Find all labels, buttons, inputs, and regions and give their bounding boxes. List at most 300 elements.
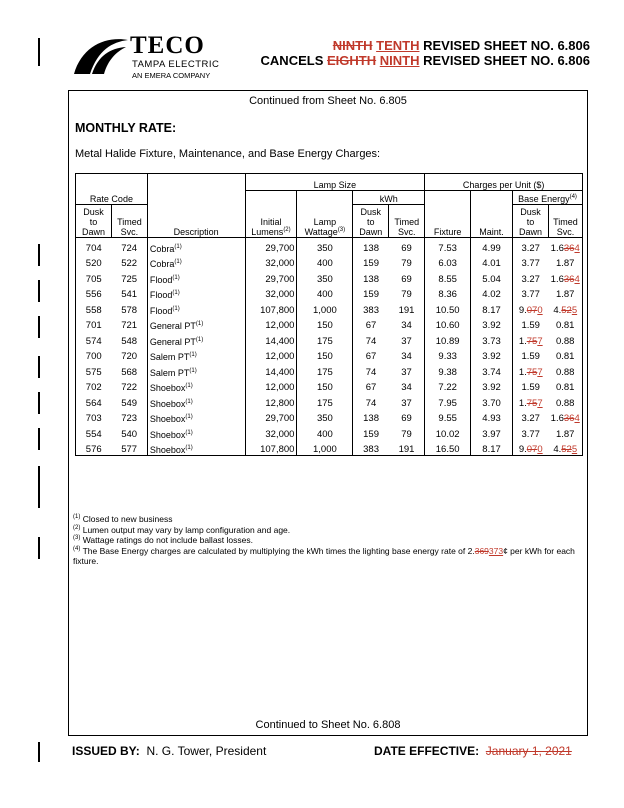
base-energy-timed-cell — [548, 254, 582, 270]
fixture-cell: 7.53 — [425, 238, 471, 254]
issued-by — [72, 744, 266, 758]
deleted-text: 07 — [526, 304, 538, 316]
description-cell — [147, 254, 245, 270]
description-text: Salem PT — [149, 352, 190, 362]
base-energy-timed-cell — [548, 378, 582, 394]
rate-code-dusk: 701 — [76, 316, 112, 332]
section-subtitle: Metal Halide Fixture, Maintenance, and Base Energy Charges: — [75, 148, 381, 160]
rate-code-timed: 522 — [121, 258, 138, 269]
base-energy-timed-cell — [548, 331, 582, 347]
lumens-cell: 29,700 — [245, 269, 297, 285]
lumens-cell: 107,800 — [245, 440, 297, 456]
deleted-text: 07 — [526, 444, 538, 455]
date-effective-value: January 1, 2021 — [485, 744, 572, 758]
description-text: Cobra — [149, 243, 175, 254]
base-energy-dusk-cell — [513, 347, 549, 363]
rate-code-dusk: 703 — [76, 409, 112, 425]
base-energy-dusk-cell — [513, 316, 549, 332]
description-cell — [147, 378, 245, 394]
footnote-ref: (1) — [189, 352, 197, 358]
maint-cell: 3.97 — [471, 424, 513, 440]
kwh-dusk-cell: 383 — [353, 300, 389, 316]
rate-code-timed: 722 — [121, 382, 138, 393]
fixture-cell: 8.36 — [425, 285, 471, 301]
fixture-cell: 9.55 — [425, 409, 471, 425]
rate-code-timed: 724 — [121, 242, 138, 254]
kwh-dusk-cell: 74 — [353, 331, 389, 347]
issued-by-label: ISSUED BY: — [72, 744, 140, 758]
footnote: $^{(3)}$ Wattage ratings do not include ballast losses. — [73, 535, 253, 545]
value-text: 1.6 — [550, 273, 564, 285]
base-energy-dusk-cell — [513, 254, 549, 270]
value-text: 1.59 — [521, 351, 540, 362]
sheet-number-line — [333, 38, 590, 53]
cancels-prefix: CANCELS — [260, 53, 324, 68]
wattage-cell: 1,000 — [297, 440, 353, 456]
inserted-text: 5 — [571, 304, 578, 316]
base-energy-dusk-cell — [513, 285, 549, 301]
description-cell — [147, 409, 245, 425]
kwh-timed-cell: 69 — [401, 413, 412, 424]
revision-bar — [38, 280, 40, 302]
description-cell — [147, 393, 245, 409]
lumens-cell: 12,800 — [245, 393, 297, 409]
wattage-cell: 175 — [297, 331, 353, 347]
lumens-cell: 107,800 — [245, 300, 297, 316]
table-row — [76, 331, 583, 347]
kwh-timed-header: Timed Svc. — [389, 205, 425, 238]
lumens-cell: 14,400 — [245, 331, 297, 347]
fixture-cell: 7.22 — [425, 378, 471, 394]
rate-code-dusk: 558 — [76, 300, 112, 316]
kwh-timed-cell: 191 — [398, 304, 415, 316]
value-text: 0.81 — [555, 351, 575, 362]
revision-bar — [38, 537, 40, 559]
deleted-text: 52 — [561, 444, 572, 455]
value-text: 1.6 — [550, 242, 564, 254]
swoosh-icon — [72, 34, 130, 78]
monthly-rate-heading: MONTHLY RATE: — [75, 121, 177, 135]
charges-per-unit-header: Charges per Unit ($) — [425, 174, 583, 191]
rate-code-dusk: 556 — [76, 285, 112, 301]
footnote-ref: (1) — [172, 274, 180, 281]
maint-cell: 4.99 — [471, 238, 513, 254]
value-text: 9. — [518, 304, 527, 316]
fixture-cell: 8.55 — [425, 269, 471, 285]
description-cell — [147, 362, 245, 378]
base-energy-dusk-cell — [513, 424, 549, 440]
footnote-ref: (1) — [185, 445, 193, 451]
value-text: 1.59 — [521, 320, 540, 331]
wattage-cell: 150 — [297, 347, 353, 363]
table-row — [76, 300, 583, 316]
kwh-header: kWh — [353, 190, 425, 205]
lamp-wattage-header: Lamp Wattage$^{(3)}$ — [297, 205, 353, 238]
deleted-text: 75 — [526, 397, 538, 409]
value-text: 1. — [518, 397, 527, 409]
inserted-text: 4 — [574, 242, 580, 254]
deleted-text: 36 — [563, 242, 575, 254]
footnote-ref: (1) — [174, 243, 182, 250]
base-energy-dusk-cell — [513, 409, 549, 425]
rate-code-dusk: 700 — [76, 347, 112, 363]
fixture-cell: 10.50 — [425, 300, 471, 316]
wattage-cell: 350 — [297, 238, 353, 254]
maint-cell: 3.92 — [471, 316, 513, 332]
inserted-text: 7 — [537, 366, 543, 378]
description-text: General PT — [149, 336, 196, 347]
footnote-ref: (1) — [195, 321, 204, 327]
base-energy-timed-cell — [548, 300, 582, 316]
value-text: 3.77 — [521, 258, 540, 269]
kwh-dusk-cell: 138 — [353, 409, 389, 425]
base-energy-dusk-cell — [513, 331, 549, 347]
value-text: 1.87 — [555, 428, 575, 440]
maint-cell: 3.92 — [471, 347, 513, 363]
table-row — [76, 347, 583, 363]
logo-name: TECO — [130, 32, 205, 59]
base-energy-timed-cell — [548, 316, 582, 332]
fixture-cell: 10.60 — [425, 316, 471, 332]
rate-code-dusk: 704 — [76, 238, 112, 254]
wattage-cell: 400 — [297, 254, 353, 270]
rate-code-dusk: 564 — [76, 393, 112, 409]
rate-code-dusk: 705 — [76, 269, 112, 285]
description-cell — [147, 269, 245, 285]
lumens-cell: 29,700 — [245, 409, 297, 425]
dusk-to-dawn-header: Dusk to Dawn — [76, 205, 112, 238]
value-text: 3.27 — [521, 242, 540, 254]
kwh-dusk-cell: 159 — [353, 254, 389, 270]
kwh-timed-cell: 79 — [401, 258, 412, 269]
table-row — [76, 316, 583, 332]
table-row — [76, 409, 583, 425]
lumens-cell: 32,000 — [245, 254, 297, 270]
value-text: 0.88 — [555, 366, 575, 378]
value-text: 3.77 — [521, 428, 540, 440]
description-text: Shoebox — [149, 414, 186, 424]
lumens-cell: 12,000 — [245, 347, 297, 363]
revision-bar — [38, 486, 40, 508]
rate-code-dusk: 520 — [76, 254, 112, 270]
kwh-dusk-header: Dusk to Dawn — [353, 205, 389, 238]
revision-bar — [38, 316, 40, 338]
sheet-text: REVISED SHEET NO. 6.806 — [423, 53, 590, 68]
table-row — [76, 378, 583, 394]
base-energy-timed-cell — [548, 409, 582, 425]
value-text: 0.81 — [555, 320, 575, 331]
description-text: Salem PT — [149, 367, 190, 378]
kwh-dusk-cell: 67 — [353, 347, 389, 363]
rate-code-timed: 548 — [121, 335, 138, 347]
maint-cell: 3.92 — [471, 378, 513, 394]
fixture-cell: 16.50 — [425, 440, 471, 456]
table-row — [76, 393, 583, 409]
rate-code-timed: 540 — [121, 428, 138, 440]
rate-code-dusk: 575 — [76, 362, 112, 378]
rate-rows — [76, 238, 583, 456]
lamp-size-header: Lamp Size — [245, 174, 425, 191]
deleted-text: NINTH — [332, 38, 373, 53]
inserted-text: 5 — [571, 444, 578, 455]
maint-cell: 8.17 — [471, 300, 513, 316]
table-row — [76, 285, 583, 301]
rate-code-timed: 577 — [111, 440, 147, 456]
lumens-cell: 12,000 — [245, 378, 297, 394]
maint-header: Maint. — [471, 205, 513, 238]
table-row — [76, 362, 583, 378]
value-text: 1.87 — [555, 289, 575, 300]
maint-cell: 3.70 — [471, 393, 513, 409]
fixture-cell: 6.03 — [425, 254, 471, 270]
kwh-dusk-cell: 74 — [353, 362, 389, 378]
value-text: 1. — [518, 366, 527, 378]
footnote-ref: (1) — [195, 336, 204, 343]
description-text: Cobra — [149, 259, 175, 269]
inserted-text: 0 — [537, 444, 543, 455]
table-row — [76, 269, 583, 285]
base-energy-timed-cell — [548, 440, 582, 456]
inserted-text: 0 — [537, 304, 543, 316]
base-energy-timed-cell — [548, 285, 582, 301]
initial-lumens-header: Initial Lumens$^{(2)}$ — [245, 205, 297, 238]
continued-from: Continued from Sheet No. 6.805 — [249, 95, 407, 107]
rate-code-header: Rate Code — [76, 190, 148, 205]
maint-cell: 8.17 — [471, 440, 513, 456]
kwh-dusk-cell: 159 — [353, 285, 389, 301]
kwh-timed-cell: 191 — [389, 440, 425, 456]
value-text: 3.77 — [521, 289, 540, 300]
lumens-cell: 32,000 — [245, 424, 297, 440]
revision-bar — [38, 466, 40, 486]
table-row — [76, 238, 583, 254]
date-effective-label: DATE EFFECTIVE: — [374, 744, 480, 758]
kwh-timed-cell: 34 — [401, 382, 412, 393]
rate-code-timed: 578 — [121, 304, 138, 316]
description-cell — [147, 300, 245, 316]
wattage-cell: 400 — [297, 424, 353, 440]
cancels-line — [261, 53, 590, 68]
fixture-cell: 9.38 — [425, 362, 471, 378]
deleted-text: 75 — [526, 335, 538, 347]
wattage-cell: 150 — [297, 378, 353, 394]
value-text: 0.81 — [555, 382, 575, 393]
base-energy-timed-cell — [548, 269, 582, 285]
wattage-cell: 175 — [297, 362, 353, 378]
table-row — [76, 254, 583, 270]
base-energy-dusk-cell — [513, 393, 549, 409]
description-cell — [147, 331, 245, 347]
kwh-dusk-cell: 67 — [353, 378, 389, 394]
be-dusk-header: Dusk to Dawn — [513, 205, 549, 238]
rate-code-timed: 541 — [121, 289, 138, 300]
rate-code-timed: 721 — [121, 320, 138, 331]
wattage-cell: 350 — [297, 409, 353, 425]
rate-code-timed: 725 — [121, 273, 138, 285]
inserted-text: NINTH — [379, 53, 420, 68]
footnote: $^{(4)}$ The Base Energy charges are calculated by multiplying the kWh times the lighting base energy rate of 2.369373¢ per kWh for each fixture. — [73, 545, 575, 566]
footnote-ref: (1) — [185, 383, 193, 389]
value-text: 3.27 — [521, 413, 540, 424]
footnote-ref: (1) — [172, 305, 180, 312]
kwh-dusk-cell: 67 — [353, 316, 389, 332]
rate-code-dusk: 554 — [76, 424, 112, 440]
value-text: 1.87 — [555, 258, 575, 269]
deleted-text: EIGHTH — [327, 53, 377, 68]
fixture-cell: 9.33 — [425, 347, 471, 363]
table-row — [76, 424, 583, 440]
revision-bar — [38, 244, 40, 266]
base-energy-timed-cell — [548, 238, 582, 254]
maint-cell: 5.04 — [471, 269, 513, 285]
wattage-cell: 350 — [297, 269, 353, 285]
revision-bar — [38, 742, 40, 762]
maint-cell: 4.01 — [471, 254, 513, 270]
revision-bar — [38, 356, 40, 378]
description-cell — [147, 347, 245, 363]
be-timed-header: Timed Svc. — [548, 205, 582, 238]
base-energy-timed-cell — [548, 362, 582, 378]
footnote: $^{(1)}$ Closed to new business — [73, 514, 173, 524]
footnote-ref: (1) — [172, 290, 180, 296]
fixture-cell: 10.89 — [425, 331, 471, 347]
maint-cell: 4.93 — [471, 409, 513, 425]
wattage-cell: 150 — [297, 316, 353, 332]
fixture-cell: 10.02 — [425, 424, 471, 440]
kwh-timed-cell: 37 — [401, 335, 412, 347]
timed-svc-header: Timed Svc. — [111, 205, 147, 238]
maint-cell: 3.73 — [471, 331, 513, 347]
fixture-header: Fixture — [425, 205, 471, 238]
lumens-cell: 32,000 — [245, 285, 297, 301]
description-cell — [147, 238, 245, 254]
issued-by-name: N. G. Tower, President — [146, 744, 267, 758]
sheet-text: REVISED SHEET NO. 6.806 — [423, 38, 590, 53]
description-cell — [147, 316, 245, 332]
rate-table — [75, 173, 583, 456]
wattage-cell: 400 — [297, 285, 353, 301]
base-energy-header: Base Energy$^{(4)}$ — [513, 190, 583, 205]
base-energy-timed-cell — [548, 393, 582, 409]
description-cell — [147, 440, 245, 456]
description-text: Flood — [149, 290, 173, 300]
description-text: Shoebox — [149, 383, 186, 393]
description-header: Description — [147, 205, 245, 238]
inserted-text: TENTH — [376, 38, 420, 53]
maint-cell: 3.74 — [471, 362, 513, 378]
value-text: 1. — [518, 335, 527, 347]
revision-bar — [38, 38, 40, 66]
kwh-dusk-cell: 383 — [353, 440, 389, 456]
base-energy-dusk-cell — [513, 362, 549, 378]
logo-subtitle: TAMPA ELECTRIC — [132, 59, 220, 70]
inserted-text: 7 — [537, 335, 543, 347]
value-text: 9. — [518, 444, 527, 455]
table-row — [76, 440, 583, 456]
value-text: 0.88 — [555, 335, 575, 347]
rate-code-timed: 549 — [121, 397, 138, 409]
fixture-cell: 7.95 — [425, 393, 471, 409]
lumens-cell: 12,000 — [245, 316, 297, 332]
description-text: Flood — [149, 305, 173, 316]
value-text: 1.59 — [521, 382, 540, 393]
rate-code-timed: 568 — [121, 366, 138, 378]
base-energy-dusk-cell — [513, 269, 549, 285]
kwh-timed-cell: 37 — [401, 366, 412, 378]
footnotes — [73, 514, 583, 567]
deleted-text: 36 — [563, 273, 575, 285]
kwh-timed-cell: 69 — [401, 273, 412, 285]
maint-cell: 4.02 — [471, 285, 513, 301]
rate-code-dusk: 576 — [76, 440, 112, 456]
revision-bar — [38, 392, 40, 414]
description-text: Shoebox — [149, 445, 186, 455]
base-energy-dusk-cell — [513, 440, 549, 456]
kwh-timed-cell: 34 — [401, 351, 412, 362]
description-cell — [147, 285, 245, 301]
inserted-text: 7 — [537, 397, 543, 409]
logo-company: AN EMERA COMPANY — [132, 71, 211, 80]
base-energy-timed-cell — [548, 424, 582, 440]
lumens-cell: 29,700 — [245, 238, 297, 254]
base-energy-timed-cell — [548, 347, 582, 363]
continued-to: Continued to Sheet No. 6.808 — [255, 719, 401, 731]
deleted-text: 75 — [526, 366, 538, 378]
kwh-timed-cell: 79 — [401, 428, 412, 440]
description-text: Flood — [149, 274, 173, 285]
kwh-dusk-cell: 74 — [353, 393, 389, 409]
lumens-cell: 14,400 — [245, 362, 297, 378]
description-cell — [147, 424, 245, 440]
rate-code-dusk: 574 — [76, 331, 112, 347]
kwh-dusk-cell: 138 — [353, 238, 389, 254]
footnote: $^{(2)}$ Lumen output may vary by lamp configuration and age. — [73, 524, 291, 535]
deleted-text: 36 — [563, 413, 575, 424]
value-text: 4. — [553, 304, 562, 316]
inserted-text: 4 — [574, 413, 580, 424]
kwh-timed-cell: 79 — [401, 289, 412, 300]
wattage-cell: 1,000 — [297, 300, 353, 316]
base-energy-dusk-cell — [513, 238, 549, 254]
rate-code-dusk: 702 — [76, 378, 112, 394]
value-text: 4. — [553, 444, 562, 455]
revision-bar — [38, 428, 40, 450]
rate-code-timed: 723 — [121, 413, 138, 424]
kwh-dusk-cell: 159 — [353, 424, 389, 440]
tariff-frame — [68, 90, 588, 736]
base-energy-dusk-cell — [513, 378, 549, 394]
footnote-ref: (1) — [185, 429, 193, 436]
kwh-timed-cell: 69 — [401, 242, 412, 254]
deleted-text: 52 — [561, 304, 572, 316]
kwh-timed-cell: 34 — [401, 320, 412, 331]
description-text: General PT — [149, 321, 196, 331]
wattage-cell: 175 — [297, 393, 353, 409]
description-text: Shoebox — [149, 398, 186, 409]
value-text: 0.88 — [555, 397, 575, 409]
date-effective — [374, 744, 572, 758]
footnote-ref: (1) — [189, 367, 197, 374]
value-text: 1.6 — [550, 413, 564, 424]
value-text: 3.27 — [521, 273, 540, 285]
footnote-ref: (1) — [185, 414, 193, 420]
rate-code-timed: 720 — [121, 351, 138, 362]
description-text: Shoebox — [149, 429, 186, 440]
footnote-ref: (1) — [174, 259, 182, 265]
kwh-dusk-cell: 138 — [353, 269, 389, 285]
teco-logo — [72, 34, 252, 84]
base-energy-dusk-cell — [513, 300, 549, 316]
